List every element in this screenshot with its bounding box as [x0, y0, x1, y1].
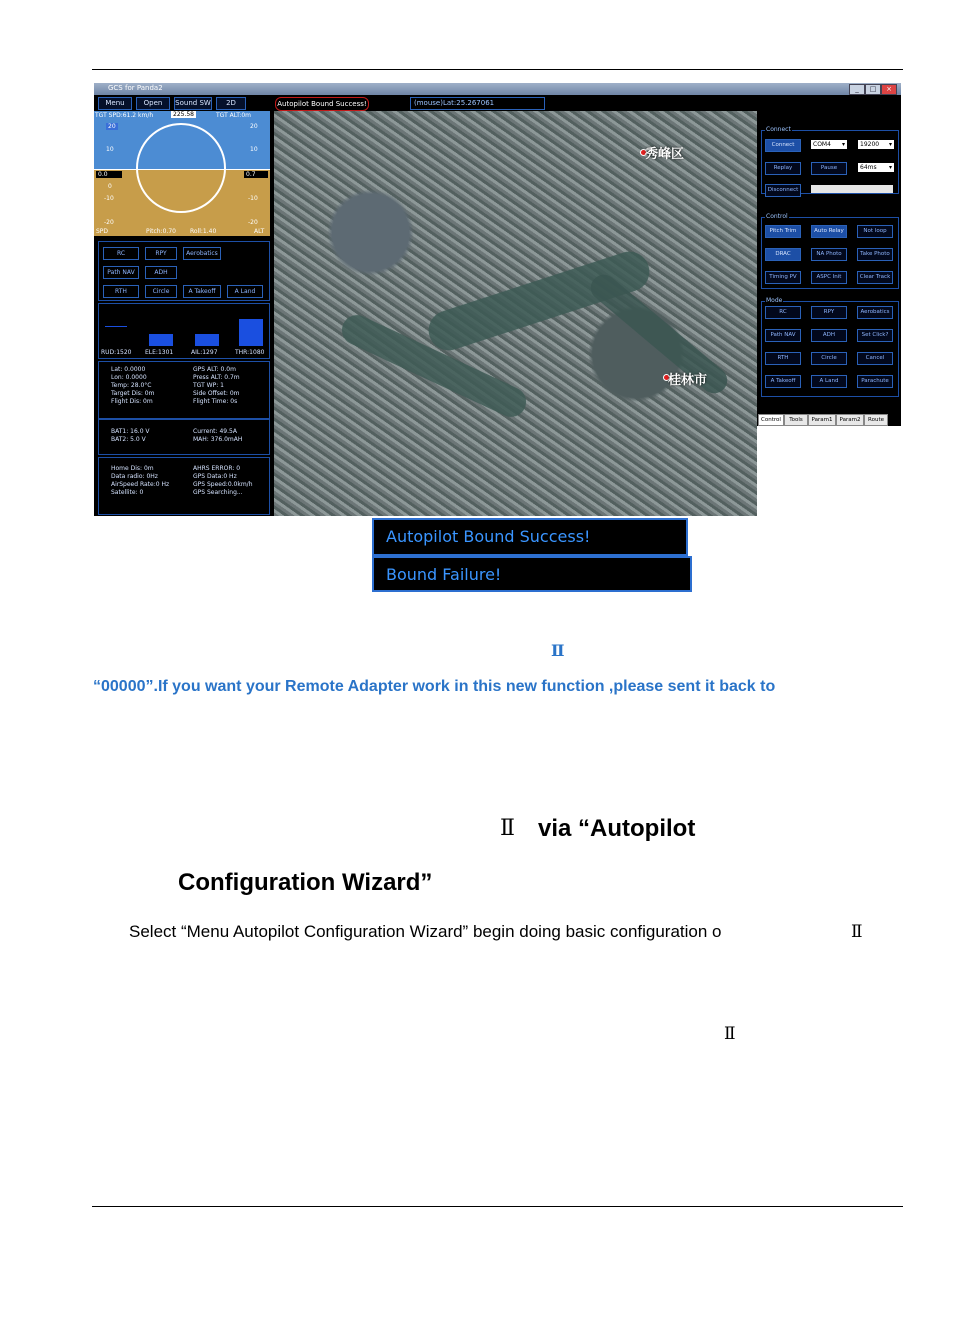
not-loop-button[interactable]: Not loop: [857, 225, 893, 238]
rp-mode-rc-button[interactable]: RC: [765, 306, 801, 319]
alt-label: ALT: [254, 228, 265, 235]
speed-value: 20: [108, 123, 116, 130]
auto-relay-button[interactable]: Auto Relay: [811, 225, 847, 238]
top-rule: [92, 69, 903, 70]
tab-content: [757, 426, 901, 516]
channel-bars-panel: [98, 303, 270, 359]
map-label-guilin: 桂林市: [668, 373, 708, 388]
gps-right: AHRS ERROR: 0 GPS Data:0 Hz GPS Speed:0.0km/h GPS Searching...: [193, 465, 253, 496]
mode-rth-button[interactable]: RTH: [103, 285, 139, 298]
tab-param1[interactable]: Param1: [808, 414, 836, 426]
timing-pv-button[interactable]: Timing PV: [765, 271, 801, 284]
spd-label: SPD: [96, 228, 109, 235]
gps-panel: [98, 457, 270, 515]
bound-success-banner: Autopilot Bound Success!: [372, 518, 688, 556]
clear-track-button[interactable]: Clear Track: [857, 271, 893, 284]
satellite-map[interactable]: [274, 111, 757, 516]
gcs-window: [94, 83, 901, 516]
battery-left: BAT1: 16.0 V BAT2: 5.0 V: [111, 428, 150, 443]
rud-label: RUD:1520: [101, 349, 132, 356]
pause-button[interactable]: Pause: [811, 162, 847, 175]
alt-scale-10: 10: [250, 146, 258, 153]
rp-mode-rpy-button[interactable]: RPY: [811, 306, 847, 319]
mode-adh-button[interactable]: ADH: [145, 266, 177, 279]
rp-mode-rth-button[interactable]: RTH: [765, 352, 801, 365]
tgt-altitude: TGT ALT:0m: [216, 112, 251, 119]
rp-mode-land-button[interactable]: A Land: [811, 375, 847, 388]
tab-control[interactable]: Control: [758, 414, 784, 426]
interval-select[interactable]: 64ms ▾: [858, 163, 894, 172]
progress-field: [811, 185, 893, 193]
alt-scale-neg20: -20: [248, 219, 258, 226]
spd-scale-0: 0: [108, 183, 112, 190]
status-message: Autopilot Bound Success!: [275, 97, 369, 111]
battery-right: Current: 49.5A MAH: 376.0mAH: [193, 428, 243, 443]
ail-bar: [195, 334, 219, 346]
close-button[interactable]: ×: [881, 84, 897, 95]
rud-bar: [105, 326, 127, 327]
body-text-line: Select “Menu Autopilot Configuration Wizard” begin doing basic configuration o: [129, 922, 722, 941]
na-photo-button[interactable]: NA Photo: [811, 248, 847, 261]
ail-label: AIL:1297: [191, 349, 218, 356]
roman-numeral: Ⅱ: [551, 641, 565, 660]
replay-button[interactable]: Replay: [765, 162, 801, 175]
attitude-indicator: [94, 111, 270, 236]
cancel-button[interactable]: Cancel: [857, 352, 893, 365]
aspc-init-button[interactable]: ASPC Init: [811, 271, 847, 284]
ele-label: ELE:1301: [145, 349, 174, 356]
flight-info-left: Lat: 0.0000 Lon: 0.0000 Temp: 28.0°C Target Dis: 0m Flight Dis: 0m: [111, 366, 155, 405]
roman-numeral: Ⅱ: [851, 922, 863, 942]
minimize-button[interactable]: _: [849, 84, 865, 95]
tab-tools[interactable]: Tools: [784, 414, 808, 426]
alt-scale-neg10: -10: [248, 195, 258, 202]
flight-info-right: GPS ALT: 0.0m Press ALT: 0.7m TGT WP: 1 Side Offset: 0m Flight Time: 0s: [193, 366, 240, 405]
connect-button[interactable]: Connect: [765, 139, 801, 152]
mode-path-nav-button[interactable]: Path NAV: [103, 266, 139, 279]
section-heading-line1: via “Autopilot: [538, 815, 696, 842]
right-control-panel: [757, 111, 901, 516]
window-titlebar: [94, 83, 901, 95]
drac-button[interactable]: DRAC: [765, 248, 801, 261]
mode-rc-button[interactable]: RC: [103, 247, 139, 260]
rp-mode-path-nav-button[interactable]: Path NAV: [765, 329, 801, 342]
altitude-box: 0.7: [244, 171, 268, 178]
sound-sw-button[interactable]: Sound SW: [174, 97, 212, 110]
rp-mode-takeoff-button[interactable]: A Takeoff: [765, 375, 801, 388]
rp-mode-aerobatics-button[interactable]: Aerobatics: [857, 306, 893, 319]
baud-select[interactable]: 19200 ▾: [858, 140, 894, 149]
roman-numeral: Ⅱ: [500, 816, 515, 841]
take-photo-button[interactable]: Take Photo: [857, 248, 893, 261]
mouse-coordinates: (mouse)Lat:25.267061: [410, 97, 545, 110]
speed-box: 0.0: [96, 171, 122, 178]
menu-button[interactable]: Menu: [98, 97, 132, 110]
maximize-button[interactable]: □: [865, 84, 881, 95]
spd-scale-neg10: -10: [104, 195, 114, 202]
window-title: GCS for Panda2: [108, 84, 163, 92]
left-mode-panel: [98, 241, 270, 301]
battery-panel: [98, 419, 270, 455]
heading-value: 225.58: [173, 111, 194, 118]
bound-failure-banner: Bound Failure!: [372, 556, 692, 592]
map-label-xiufeng: 秀峰区: [645, 147, 685, 162]
rp-mode-circle-button[interactable]: Circle: [811, 352, 847, 365]
port-select[interactable]: COM4 ▾: [811, 140, 847, 149]
pitch-readout: Pitch:0.70: [146, 228, 176, 235]
gps-left: Home Dis: 0m Data radio: 0Hz AirSpeed Rate:0 Hz Satellite: 0: [111, 465, 170, 496]
thr-bar: [239, 319, 263, 346]
alt-scale-20: 20: [250, 123, 258, 130]
tab-route[interactable]: Route: [864, 414, 888, 426]
roman-numeral: Ⅱ: [724, 1024, 736, 1044]
pitch-trim-button[interactable]: Pitch Trim: [765, 225, 801, 238]
open-button[interactable]: Open: [136, 97, 170, 110]
panel-tabs: [757, 414, 901, 426]
bottom-rule: [92, 1206, 903, 1207]
tgt-speed: TGT SPD:61.2 km/h: [95, 112, 154, 119]
blue-instruction-line: “00000”.If you want your Remote Adapter work in this new function ,please sent it back to: [93, 678, 776, 695]
tab-param2[interactable]: Param2: [836, 414, 864, 426]
set-click-button[interactable]: Set Click?: [857, 329, 893, 342]
mode-aerobatics-button[interactable]: Aerobatics: [183, 247, 221, 260]
disconnect-button[interactable]: Disconnect: [765, 184, 801, 197]
spd-scale-neg20: -20: [104, 219, 114, 226]
section-heading-line2: Configuration Wizard”: [178, 869, 433, 896]
rp-mode-adh-button[interactable]: ADH: [811, 329, 847, 342]
connect-group-label: Connect: [766, 126, 791, 133]
mode-rpy-button[interactable]: RPY: [145, 247, 177, 260]
roll-readout: Roll:1.40: [190, 228, 217, 235]
flight-info-panel: [98, 361, 270, 419]
mode-takeoff-button[interactable]: A Takeoff: [183, 285, 221, 298]
view-2d-button[interactable]: 2D: [216, 97, 246, 110]
ele-bar: [149, 334, 173, 346]
control-group-label: Control: [766, 213, 788, 220]
compass-dial: [136, 123, 226, 213]
parachute-button[interactable]: Parachute: [857, 375, 893, 388]
spd-scale-10: 10: [106, 146, 114, 153]
mode-group-label: Mode: [766, 297, 783, 304]
mode-circle-button[interactable]: Circle: [145, 285, 177, 298]
thr-label: THR:1080: [235, 349, 265, 356]
mode-land-button[interactable]: A Land: [227, 285, 263, 298]
map-river: [586, 269, 733, 398]
